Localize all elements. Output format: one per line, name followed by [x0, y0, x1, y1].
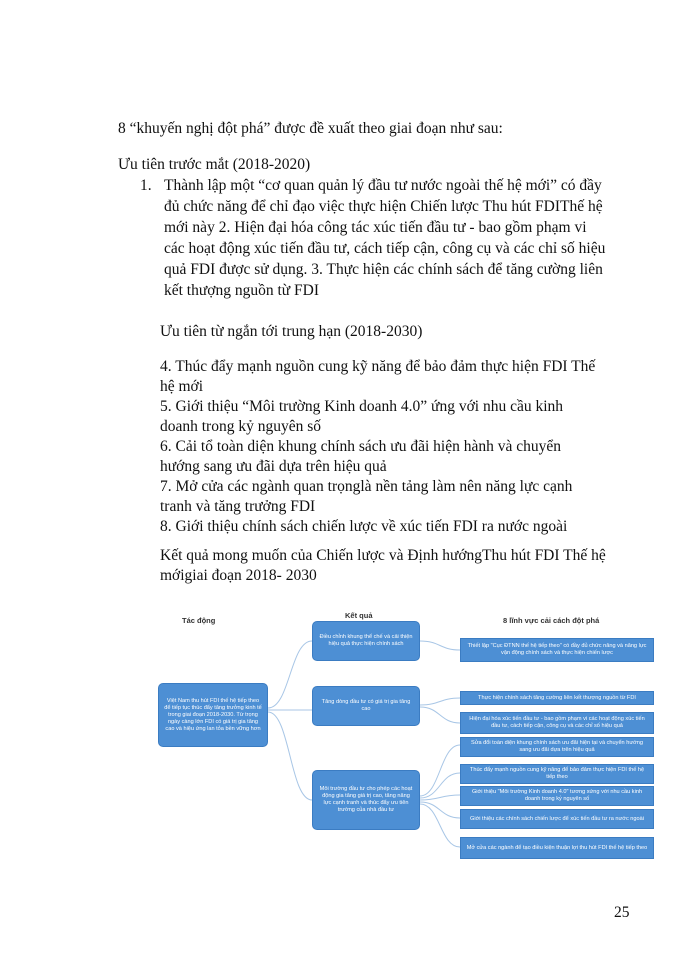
phase1-line: đủ chức năng để chỉ đạo việc thực hiện Chiến lược Thu hút FDIThế hệ	[164, 198, 603, 215]
result-line: Kết quả mong muốn của Chiến lược và Định hướngThu hút FDI Thế hệ	[160, 547, 606, 564]
recommendation-item: tranh và tăng trưởng FDI	[160, 498, 316, 515]
impact-box: Việt Nam thu hút FDI thế hệ tiếp theo để tiếp tục thúc đẩy tăng trưởng kinh tế trong giai đoạn 2018-2030. Từ trọng ngày càng lớn FDI có giá trị gia tăng cao và hiệu ứng lan tỏa bền vững hơn	[158, 683, 268, 747]
recommendation-item: doanh trong kỷ nguyên số	[160, 418, 322, 435]
reform-area-box: Giới thiệu các chính sách chiến lược để xúc tiến đầu tư ra nước ngoài	[460, 809, 654, 829]
recommendation-item: hệ mới	[160, 378, 204, 395]
phase1-line: Thành lập một “cơ quan quản lý đầu tư nước ngoài thế hệ mới” có đầy	[164, 177, 602, 194]
phase1-line: mới này 2. Hiện đại hóa công tác xúc tiến đầu tư - bao gồm phạm vi	[164, 219, 587, 236]
result-box: Môi trường đầu tư cho phép các hoạt động gia tăng giá trị cao, tăng năng lực cạnh tranh và thúc đẩy ưu tiên trường của nhà đầu tư	[312, 770, 420, 830]
phase1-line: quả FDI được sử dụng. 3. Thực hiện các chính sách để tăng cường liên	[164, 261, 603, 278]
recommendation-item: 7. Mở cửa các ngành quan trọnglà nền tảng làm nên năng lực cạnh	[160, 478, 573, 495]
reform-area-box: Mở cửa các ngành để tạo điều kiện thuận lợi thu hút FDI thế hệ tiếp theo	[460, 837, 654, 859]
phase2-heading: Ưu tiên từ ngắn tới trung hạn (2018-2030)	[160, 323, 423, 340]
phase1-line: các hoạt động xúc tiến đầu tư, cách tiếp cận, công cụ và các chỉ số hiệu	[164, 240, 606, 257]
column-header-areas: 8 lĩnh vực cải cách đột phá	[503, 616, 600, 625]
result-line: mớigiai đoạn 2018- 2030	[160, 567, 317, 584]
recommendation-item: 4. Thúc đẩy mạnh nguồn cung kỹ năng để bảo đảm thực hiện FDI Thế	[160, 358, 596, 375]
reform-area-box: Thiết lập "Cục ĐTNN thế hệ tiếp theo" có đầy đủ chức năng và năng lực vận động chính sách và thực hiện chiến lược	[460, 638, 654, 662]
reform-area-box: Thúc đẩy mạnh nguồn cung kỹ năng để bảo đảm thực hiện FDI thế hệ tiếp theo	[460, 764, 654, 784]
column-header-impact: Tác động	[182, 616, 216, 625]
reform-area-box: Hiện đại hóa xúc tiến đầu tư - bao gồm phạm vi các hoạt động xúc tiến đầu tư, cách tiếp cận, công cụ và các chỉ số hiệu quả	[460, 712, 654, 734]
result-box: Điều chỉnh khung thể chế và cải thiện hiệu quả thực hiện chính sách	[312, 621, 420, 661]
recommendation-item: 5. Giới thiệu “Môi trường Kinh doanh 4.0” ứng với nhu cầu kinh	[160, 398, 564, 415]
phase1-list-number: 1.	[140, 177, 152, 194]
page-number: 25	[614, 904, 630, 921]
reform-area-box: Thực hiện chính sách tăng cường liên kết thượng nguồn từ FDI	[460, 691, 654, 705]
intro-line: 8 “khuyến nghị đột phá” được đề xuất theo giai đoạn như sau:	[118, 120, 503, 137]
reform-area-box: Sửa đổi toàn diện khung chính sách ưu đãi hiện tại và chuyển hướng sang ưu đãi dựa trên hiệu quả	[460, 737, 654, 757]
phase1-line: kết thượng nguồn từ FDI	[164, 282, 320, 299]
reform-area-box: Giới thiệu "Môi trường Kinh doanh 4.0" tương xứng với nhu cầu kinh doanh trong kỷ nguyên số	[460, 786, 654, 806]
recommendation-item: 8. Giới thiệu chính sách chiến lược về xúc tiến FDI ra nước ngoài	[160, 518, 568, 535]
recommendation-item: 6. Cải tổ toàn diện khung chính sách ưu đãi hiện hành và chuyển	[160, 438, 561, 455]
phase1-heading: Ưu tiên trước mắt (2018-2020)	[118, 156, 311, 173]
result-box: Tăng dòng đầu tư có giá trị gia tăng cao	[312, 686, 420, 726]
column-header-result: Kết quả	[345, 611, 373, 620]
recommendation-item: hướng sang ưu đãi dựa trên hiệu quả	[160, 458, 387, 475]
